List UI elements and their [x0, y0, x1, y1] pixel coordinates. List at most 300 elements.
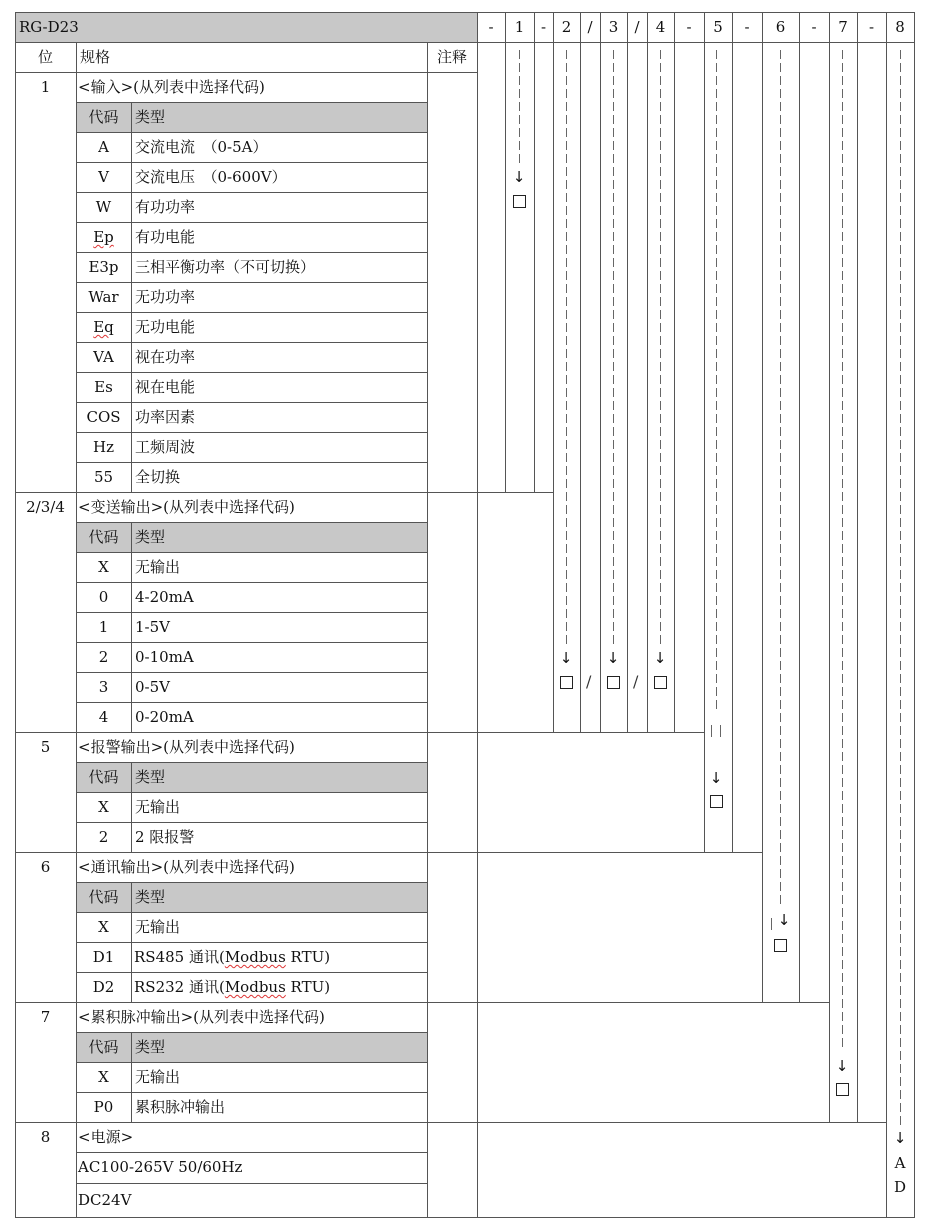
grid-line-h: [76, 312, 428, 313]
dash-tick: [780, 76, 781, 85]
dash-tick: [900, 388, 901, 397]
item-type: 1-5V: [135, 618, 170, 636]
dash-tick: [519, 89, 520, 98]
dash-tick: [842, 531, 843, 540]
item-code: Es: [94, 378, 113, 396]
arrow-down-icon: ↓: [606, 649, 620, 667]
dash-tick: [900, 375, 901, 384]
dash-tick: [900, 479, 901, 488]
dash-tick: [660, 323, 661, 332]
dash-tick: [900, 115, 901, 124]
dash-tick: [842, 505, 843, 514]
dash-tick: [660, 63, 661, 72]
dash-tick: [716, 219, 717, 228]
dash-tick: [842, 557, 843, 566]
dash-tick: [842, 297, 843, 306]
dash-tick: [716, 310, 717, 319]
item-code: X: [98, 558, 109, 576]
dash-tick: [900, 1064, 901, 1073]
select-box-icon: [560, 676, 573, 689]
dash-tick: [842, 245, 843, 254]
dash-tick: [780, 557, 781, 566]
grid-line-v: [762, 12, 763, 43]
grid-line-h: [76, 552, 428, 553]
dash-tick: [716, 323, 717, 332]
dash-tick: [566, 323, 567, 332]
dash-tick: [613, 115, 614, 124]
item-type: 0-20mA: [135, 708, 194, 726]
dash-tick: [900, 297, 901, 306]
section-title-4: <通讯输出>(从列表中选择代码): [78, 858, 295, 876]
code-char-14: -: [868, 18, 875, 36]
grid-line-v: [647, 12, 648, 43]
dash-tick: [566, 193, 567, 202]
grid-line-h: [76, 612, 428, 613]
grid-line-v: [131, 762, 132, 853]
grid-line-h: [15, 42, 915, 43]
dash-tick: [780, 804, 781, 813]
grid-line-h: [15, 492, 478, 493]
dash-tick: [716, 349, 717, 358]
dash-tick: [566, 492, 567, 501]
dash-tick: [613, 128, 614, 137]
dash-tick: [842, 453, 843, 462]
dash-tick: [716, 206, 717, 215]
dash-tick: [780, 180, 781, 189]
dash-tick: [660, 622, 661, 631]
select-box-icon: [836, 1083, 849, 1096]
dash-tick: [842, 791, 843, 800]
arrow-down-icon: ↓: [709, 769, 723, 787]
dash-tick: [660, 375, 661, 384]
dash-tick: [780, 531, 781, 540]
dash-tick: [900, 557, 901, 566]
dash-tick: [842, 50, 843, 59]
item-code: P0: [93, 1098, 114, 1116]
dash-tick: [780, 115, 781, 124]
dash-tick: [842, 63, 843, 72]
dash-tick: [842, 817, 843, 826]
dash-tick: [716, 557, 717, 566]
dash-tick: [566, 245, 567, 254]
item-type: 无输出: [135, 1068, 181, 1086]
dash-tick: [566, 479, 567, 488]
dash-tick: [780, 401, 781, 410]
item-code: 1: [98, 618, 109, 636]
dash-tick: [900, 778, 901, 787]
grid-line-h: [76, 192, 428, 193]
dash-tick: [900, 76, 901, 85]
item-type: 无功功率: [135, 288, 196, 306]
dash-tick: [900, 648, 901, 657]
dash-tick: [613, 505, 614, 514]
dash-tick: [900, 128, 901, 137]
dash-tick: [660, 310, 661, 319]
dash-tick: [780, 167, 781, 176]
dash-tick: [660, 180, 661, 189]
dash-tick: [900, 583, 901, 592]
dash-tick: [613, 154, 614, 163]
dash-tick: [842, 635, 843, 644]
dash-tick: [900, 271, 901, 280]
dash-tick: [613, 427, 614, 436]
grid-line-v: [914, 12, 915, 43]
item-code: X: [98, 1068, 109, 1086]
dash-tick: [566, 167, 567, 176]
dash-tick: [566, 583, 567, 592]
dash-tick: [842, 258, 843, 267]
dash-tick: [660, 271, 661, 280]
item-type: 全切换: [135, 468, 181, 486]
item-code: 4: [98, 708, 109, 726]
dash-tick: [780, 830, 781, 839]
dash-tick: [780, 492, 781, 501]
grid-line-v: [534, 42, 535, 493]
grid-line-h: [76, 1183, 428, 1184]
grid-line-v: [131, 102, 132, 493]
dash-tick: [566, 232, 567, 241]
item-code: V: [98, 168, 109, 186]
dash-tick: [900, 882, 901, 891]
dash-tick: [519, 76, 520, 85]
dash-tick: [780, 388, 781, 397]
dash-tick: [716, 154, 717, 163]
dash-tick: [566, 596, 567, 605]
dash-tick: [660, 518, 661, 527]
grid-line-v: [704, 12, 705, 43]
dash-tick: [842, 973, 843, 982]
dash-tick: [842, 687, 843, 696]
dash-tick: [900, 999, 901, 1008]
dash-tick: [613, 466, 614, 475]
item-type: 4-20mA: [135, 588, 194, 606]
item-code: D1: [92, 948, 115, 966]
dash-tick: [842, 856, 843, 865]
dash-tick: [613, 206, 614, 215]
grid-line-h: [76, 822, 428, 823]
dash-tick: [613, 544, 614, 553]
code-char-7: 4: [655, 18, 666, 36]
dash-tick: [613, 531, 614, 540]
dash-tick: [716, 102, 717, 111]
dash-tick: [716, 661, 717, 670]
col-note: 注释: [436, 48, 467, 66]
dash-tick: [842, 986, 843, 995]
dash-tick: [900, 245, 901, 254]
dash-tick: [716, 375, 717, 384]
dash-tick: [842, 804, 843, 813]
dash-tick: [566, 466, 567, 475]
dash-tick: [613, 414, 614, 423]
dash-tick: [900, 154, 901, 163]
dash-tick: [780, 739, 781, 748]
dash-tick: [566, 63, 567, 72]
dash-tick: [660, 596, 661, 605]
dash-tick: [900, 830, 901, 839]
item-code: VA: [93, 348, 114, 366]
grid-line-h: [76, 162, 428, 163]
dash-tick: [613, 375, 614, 384]
dash-tick: [842, 544, 843, 553]
dash-tick: [716, 648, 717, 657]
dash-tick: [780, 518, 781, 527]
dash-tick: [780, 661, 781, 670]
dash-tick: [660, 258, 661, 267]
dash-tick: [900, 1012, 901, 1021]
dash-tick: [842, 1012, 843, 1021]
dash-tick: [900, 713, 901, 722]
dash-tick: [660, 349, 661, 358]
arrow-down-icon: ↓: [835, 1057, 849, 1075]
grid-line-h: [76, 972, 428, 973]
model-title: RG-D23: [19, 18, 79, 36]
code-char-10: -: [744, 18, 750, 36]
section-pos-5: 7: [40, 1008, 51, 1026]
dash-tick: [842, 830, 843, 839]
dash-tick: [780, 895, 781, 904]
dash-tick: [900, 310, 901, 319]
dash-tick: [716, 50, 717, 59]
dash-tick: [660, 466, 661, 475]
dash-tick: [660, 167, 661, 176]
dash-tick: [613, 232, 614, 241]
dash-tick: [842, 414, 843, 423]
dash-tick: [842, 310, 843, 319]
dash-tick: [716, 401, 717, 410]
grid-line-h: [477, 1122, 887, 1123]
dash-tick: [716, 674, 717, 683]
dash-tick: [842, 167, 843, 176]
dash-tick: [842, 102, 843, 111]
code-char-8: -: [686, 18, 692, 36]
dash-tick: [780, 102, 781, 111]
item-type: 0-5V: [135, 678, 170, 696]
item-code: E3p: [88, 258, 119, 276]
grid-line-v: [647, 42, 648, 733]
grid-line-h: [76, 282, 428, 283]
dash-tick: [780, 297, 781, 306]
dash-tick: [716, 414, 717, 423]
dash-tick: [613, 141, 614, 150]
dash-tick: [613, 180, 614, 189]
dash-tick: [900, 700, 901, 709]
dash-tick: [613, 167, 614, 176]
dash-tick: [900, 622, 901, 631]
dash-tick: [716, 232, 717, 241]
dash-tick: [716, 635, 717, 644]
dash-tick: [900, 167, 901, 176]
item-type: 无功电能: [135, 318, 196, 336]
dash-tick: [842, 960, 843, 969]
grid-line-h: [76, 402, 428, 403]
dash-tick: [900, 1077, 901, 1086]
code-header-type: 类型: [135, 528, 166, 546]
dash-tick: [900, 336, 901, 345]
dash-tick: [842, 206, 843, 215]
code-header-code: 代码: [88, 1038, 119, 1056]
dash-tick: [842, 583, 843, 592]
dash-tick: [566, 102, 567, 111]
dash-tick: [716, 544, 717, 553]
item-type: 0-10mA: [135, 648, 194, 666]
dash-tick: [716, 583, 717, 592]
item-code: X: [98, 918, 109, 936]
section-title-5: <累积脉冲输出>(从列表中选择代码): [78, 1008, 325, 1026]
dash-tick: [716, 115, 717, 124]
dash-tick: [900, 440, 901, 449]
item-type: 视在电能: [135, 378, 196, 396]
dash-tick: [660, 336, 661, 345]
dash-tick: [660, 505, 661, 514]
grid-line-v: [477, 42, 478, 1218]
item-code: W: [95, 198, 112, 216]
dash-tick: [660, 427, 661, 436]
dash-tick: [900, 791, 901, 800]
grid-line-v: [580, 42, 581, 733]
item-type: 无输出: [135, 798, 181, 816]
dash-tick: [660, 219, 661, 228]
dash-tick: [716, 492, 717, 501]
grid-line-v: [799, 12, 800, 43]
dash-tick: [842, 869, 843, 878]
dash-tick: [780, 479, 781, 488]
dash-tick: [660, 50, 661, 59]
grid-line-h: [15, 12, 915, 13]
dash-tick: [566, 557, 567, 566]
arrow-down-icon: ↓: [512, 168, 526, 186]
code-header-code: 代码: [88, 888, 119, 906]
dash-tick: [660, 609, 661, 618]
dash-tick: [842, 778, 843, 787]
dash-tick: [519, 141, 520, 150]
item-code: Eq: [93, 318, 114, 336]
dash-tick: [842, 700, 843, 709]
arrow-down-icon: ↓: [893, 1129, 907, 1147]
dash-tick: [842, 713, 843, 722]
dash-tick: [519, 154, 520, 163]
dash-tick: [720, 725, 721, 737]
item-type: 2 限报警: [135, 828, 195, 846]
grid-line-h: [76, 702, 428, 703]
dash-tick: [900, 518, 901, 527]
dash-tick: [780, 648, 781, 657]
code-header-type: 类型: [135, 888, 166, 906]
item-type: 有功电能: [135, 228, 196, 246]
dash-tick: [613, 596, 614, 605]
item-type: 三相平衡功率（不可切换）: [135, 258, 316, 276]
dash-tick: [716, 128, 717, 137]
dash-tick: [716, 466, 717, 475]
dash-tick: [660, 245, 661, 254]
dash-tick: [780, 310, 781, 319]
dash-tick: [660, 193, 661, 202]
dash-tick: [900, 1116, 901, 1125]
dash-tick: [780, 752, 781, 761]
dash-tick: [566, 50, 567, 59]
item-type: 视在功率: [135, 348, 196, 366]
dash-tick: [842, 739, 843, 748]
grid-line-h: [76, 252, 428, 253]
grid-line-h: [76, 642, 428, 643]
dash-tick: [566, 388, 567, 397]
dash-tick: [613, 76, 614, 85]
dash-tick: [842, 323, 843, 332]
item-code: Hz: [93, 438, 114, 456]
grid-line-h: [15, 72, 478, 73]
grid-line-v: [829, 12, 830, 43]
dash-tick: [566, 180, 567, 189]
grid-line-h: [76, 342, 428, 343]
dash-tick: [613, 258, 614, 267]
grid-line-v: [505, 12, 506, 43]
dash-tick: [900, 804, 901, 813]
dash-tick: [566, 219, 567, 228]
dash-tick: [780, 336, 781, 345]
dash-tick: [842, 895, 843, 904]
grid-line-h: [76, 222, 428, 223]
dash-tick: [660, 492, 661, 501]
dash-tick: [660, 154, 661, 163]
item-code: A: [98, 138, 109, 156]
dash-tick: [660, 89, 661, 98]
dash-tick: [613, 297, 614, 306]
item-type: 功率因素: [135, 408, 196, 426]
dash-tick: [900, 180, 901, 189]
dash-tick: [900, 531, 901, 540]
dash-tick: [900, 466, 901, 475]
dash-tick: [900, 674, 901, 683]
dash-tick: [900, 1103, 901, 1112]
item-type: 无输出: [135, 558, 181, 576]
grid-line-h: [76, 582, 428, 583]
grid-line-v: [600, 42, 601, 733]
dash-tick: [566, 258, 567, 267]
grid-line-h: [76, 792, 428, 793]
dash-tick: [566, 440, 567, 449]
dash-tick: [780, 713, 781, 722]
grid-line-v: [914, 12, 915, 1218]
power-code-a: A: [894, 1154, 906, 1172]
dash-tick: [660, 544, 661, 553]
dash-tick: [780, 726, 781, 735]
dash-tick: [566, 271, 567, 280]
dash-tick: [660, 388, 661, 397]
dash-tick: [842, 479, 843, 488]
dash-tick: [900, 739, 901, 748]
dash-tick: [780, 869, 781, 878]
grid-line-h: [76, 1062, 428, 1063]
dash-tick: [842, 271, 843, 280]
model-header-bg: [15, 12, 477, 42]
dash-tick: [900, 1090, 901, 1099]
dash-tick: [900, 908, 901, 917]
dash-tick: [660, 284, 661, 293]
grid-line-v: [857, 42, 858, 1123]
power-code-d: D: [893, 1178, 907, 1196]
grid-line-v: [799, 42, 800, 1003]
dash-tick: [613, 609, 614, 618]
dash-tick: [660, 362, 661, 371]
dash-tick: [900, 427, 901, 436]
dash-tick: [716, 193, 717, 202]
dash-tick: [842, 1038, 843, 1047]
dash-tick: [900, 492, 901, 501]
dash-tick: [900, 921, 901, 930]
dash-tick: [842, 388, 843, 397]
dash-tick: [780, 505, 781, 514]
dash-tick: [780, 622, 781, 631]
dash-tick: [780, 154, 781, 163]
